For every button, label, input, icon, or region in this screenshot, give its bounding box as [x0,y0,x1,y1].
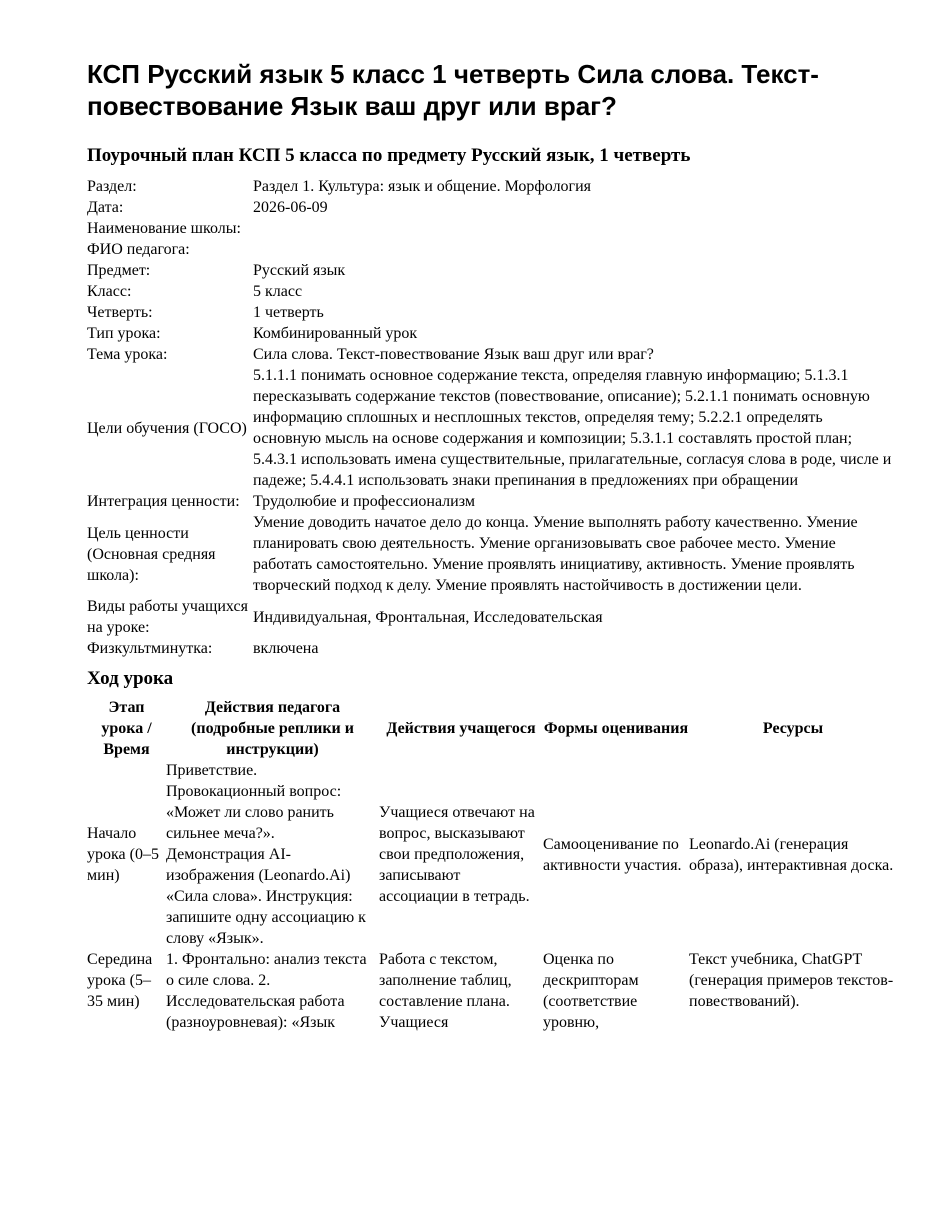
info-label: Дата: [87,199,124,216]
info-value: Трудолюбие и профессионализм [253,493,475,510]
info-row-topic [87,344,893,365]
info-label: Тема урока: [87,346,168,363]
lesson-progress-table [87,697,897,1033]
lesson-table-header [87,697,897,760]
info-row-school [87,218,893,239]
student-cell: Работа с текстом, заполнение таблиц, составление плана. Учащиеся [379,951,512,1031]
info-value: Индивидуальная, Фронтальная, Исследовательская [253,608,603,626]
info-label: ФИО педагога: [87,241,190,258]
info-value: Сила слова. Текст-повествование Язык ваш друг или враг? [253,346,654,363]
stage-cell: Середина урока (5–35 мин) [87,951,153,1010]
info-row-physical-break [87,638,893,659]
info-value: Комбинированный урок [253,325,418,342]
column-header-teacher: Действия педагога (подробные реплики и инструкции) [191,699,354,758]
info-row-value-integration [87,491,893,512]
column-header-resources: Ресурсы [762,720,824,737]
info-label: Физкультминутка: [87,640,213,657]
student-cell: Учащиеся отвечают на вопрос, высказывают свои предположения, записывают ассоциации в тетрадь. [379,804,535,905]
column-header-stage: Этап урока / Время [101,699,152,758]
info-label: Класс: [87,283,132,300]
info-row-lesson-type [87,323,893,344]
info-value: 1 четверть [253,304,324,321]
column-header-student: Действия учащегося [386,720,536,737]
plan-subtitle: Поурочный план КСП 5 класса по предмету Русский язык, 1 четверть [87,145,691,166]
info-row-goals [87,365,893,491]
info-label: Раздел: [87,178,137,195]
info-row-value-goal [87,512,893,596]
info-label: Цели обучения (ГОСО) [87,419,247,437]
info-value: Раздел 1. Культура: язык и общение. Морфология [253,178,592,195]
info-row-section [87,176,893,197]
info-row-quarter [87,302,893,323]
resources-cell: Leonardo.Ai (генерация образа), интерактивная доска. [689,835,894,874]
info-label: Наименование школы: [87,220,241,237]
resources-cell: Текст учебника, ChatGPT (генерация примеров текстов-повествований). [689,951,894,1010]
info-value: Умение доводить начатое дело до конца. Умение выполнять работу качественно. Умение планировать свою деятельность. Умение организовывать свое рабочее место. Умение работать самостоятельно. Умение проявлять инициативу, активность. Умение проявлять творческий подход к делу. Умение проявлять настойчивость в достижении цели. [253,514,858,594]
info-value: 5.1.1.1 понимать основное содержание текста, определяя главную информацию; 5.1.3.1 пересказывать содержание текстов (повествование, описание); 5.2.1.1 понимать основную информацию сплошных и несплошных текстов, определяя тему; 5.2.2.1 определять основную мысль на основе содержания и композиции; 5.3.1.1 составлять простой план; 5.4.3.1 использовать имена существительные, прилагательные, согласуя слова в роде, числе и падеже; 5.4.4.1 использовать знаки препинания в предложениях при обращении [253,367,892,489]
info-row-teacher [87,239,893,260]
info-value: Русский язык [253,262,346,279]
teacher-cell: Приветствие. Провокационный вопрос: «Может ли слово ранить сильнее меча?». Демонстрация AI-изображения (Leonardo.Ai) «Сила слова». Инструкция: запишите одну ассоциацию к слову «Язык». [166,762,366,947]
info-row-grade [87,281,893,302]
info-label: Предмет: [87,262,151,279]
info-label: Виды работы учащихся на уроке: [87,598,248,636]
info-label: Тип урока: [87,325,161,342]
column-header-assessment: Формы оценивания [543,720,689,737]
info-value [253,218,893,239]
lesson-info-table [87,176,893,659]
info-value: включена [253,640,319,657]
info-label: Цель ценности (Основная средняя школа): [87,524,216,584]
stage-cell: Начало урока (0–5 мин) [87,825,159,884]
document-title: КСП Русский язык 5 класс 1 четверть Сила слова. Текст-повествование Язык ваш друг или враг? [87,59,819,121]
table-row [87,949,897,1033]
teacher-cell: 1. Фронтально: анализ текста о силе слова. 2. Исследовательская работа (разноуровневая): «Язык [166,951,367,1031]
document-page [87,58,897,1033]
lesson-progress-heading: Ход урока [87,668,174,689]
info-label: Четверть: [87,304,153,321]
assessment-cell: Оценка по дескрипторам (соответствие уровню, [543,951,639,1031]
info-row-work-types [87,596,893,638]
table-row [87,760,897,949]
info-value [253,239,893,260]
assessment-cell: Самооценивание по активности участия. [543,835,682,874]
info-label: Интеграция ценности: [87,493,240,510]
info-row-subject [87,260,893,281]
info-value: 2026-06-09 [253,199,328,216]
info-value: 5 класс [253,283,303,300]
info-row-date [87,197,893,218]
